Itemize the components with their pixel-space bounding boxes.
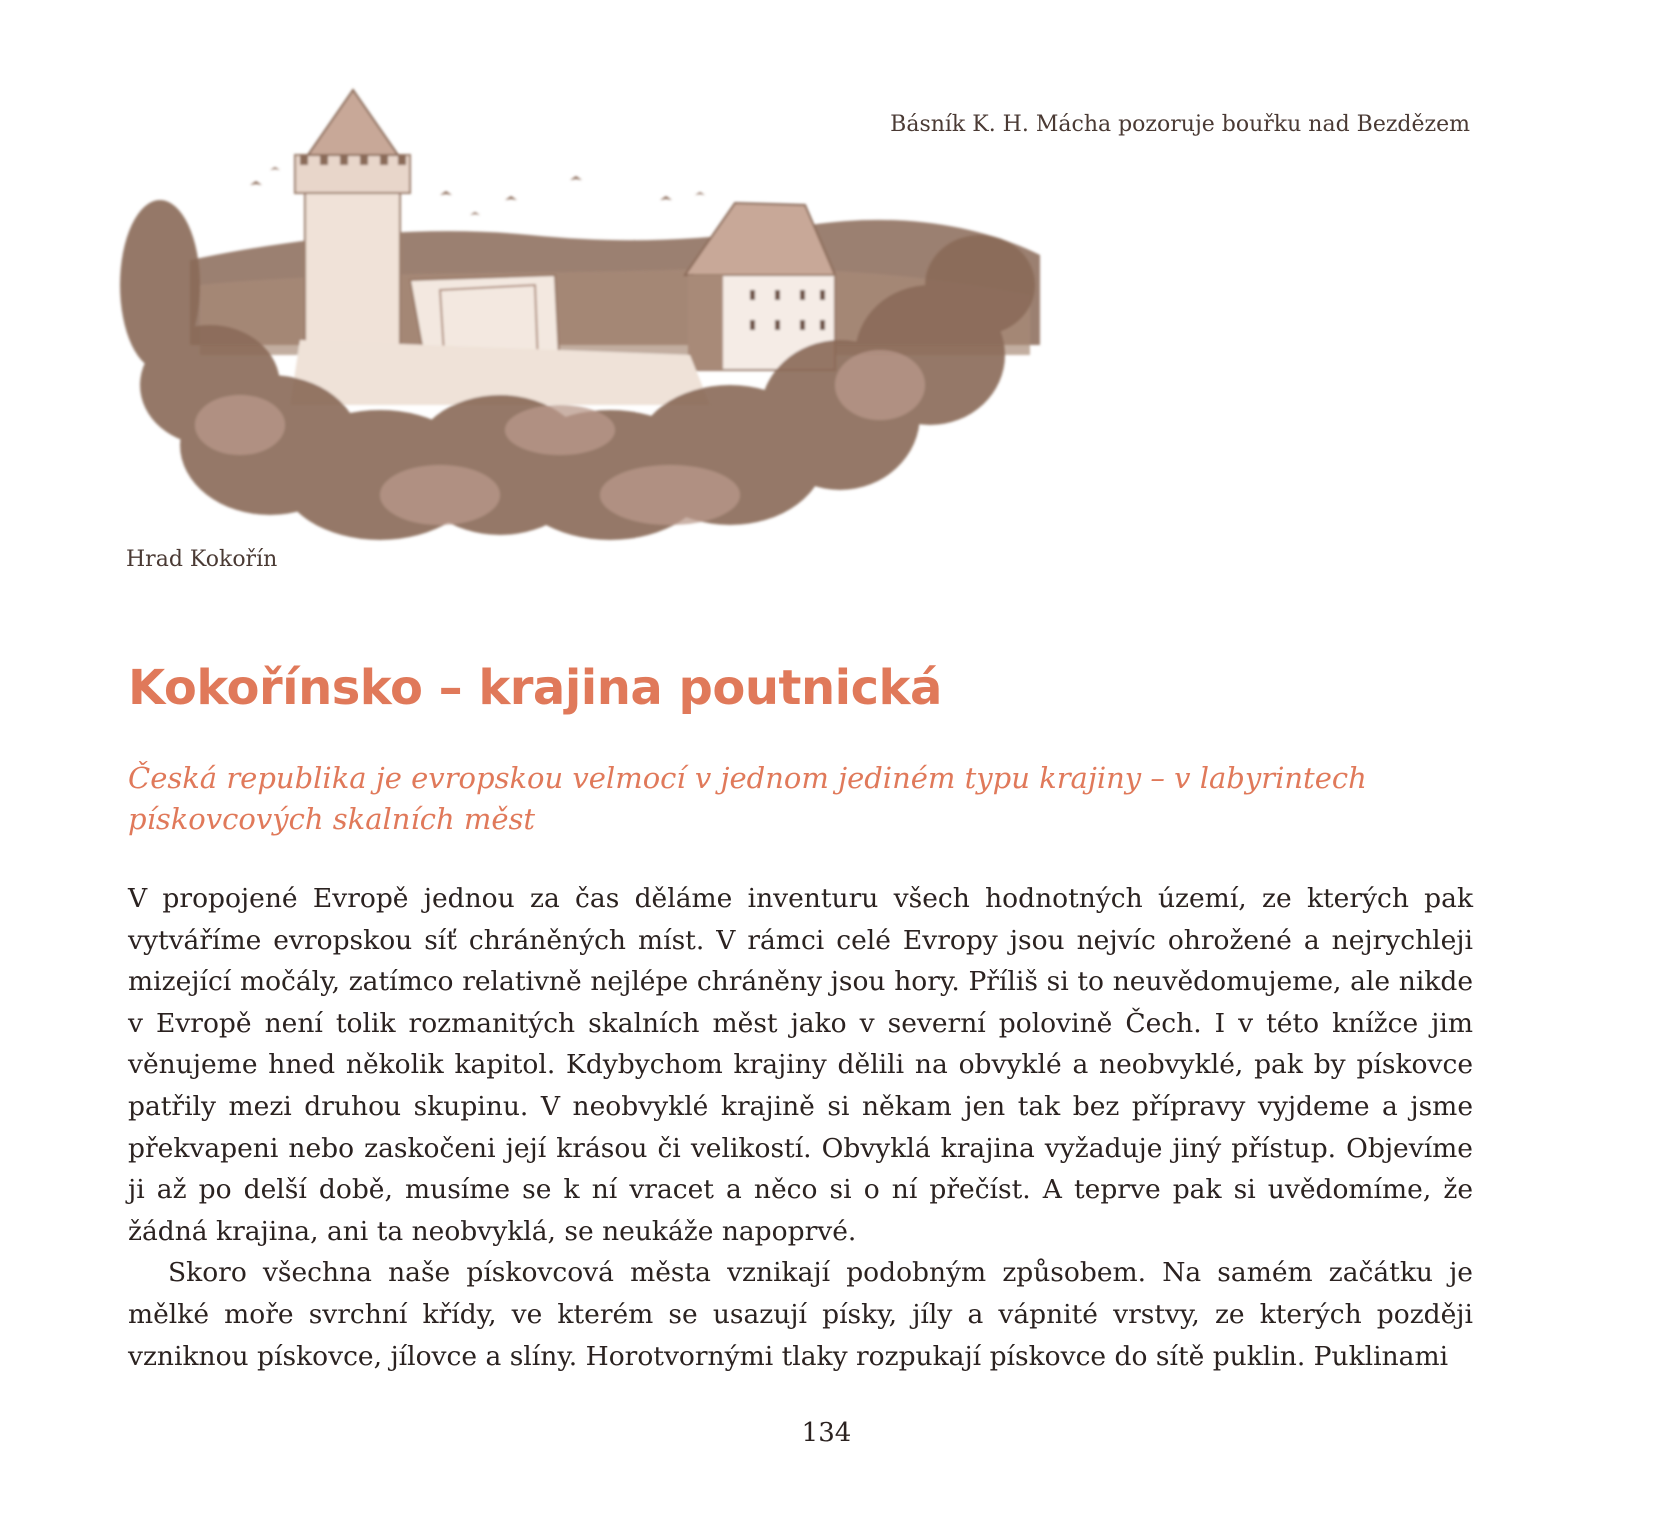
paragraph: Skoro všechna naše pískovcová města vznikají podobným způsobem. Na samém začátku je mělké moře svrchní křídy, ve kterém se usazují písky, jíly a vápnité vrstvy, ze kterých později vzniknou pískovce, jílovce a slíny. Horotvornými tlaky rozpukají pískovce do sítě puklin. Puklinami [128, 1257, 1473, 1372]
illustration-caption-top: Básník K. H. Mácha pozoruje bouřku nad Bezdězem [890, 112, 1470, 137]
article-body [128, 878, 1473, 1377]
paragraph: V propojené Evropě jednou za čas děláme inventuru všech hodnotných území, ze kterých pak vytváříme evropskou síť chráněných míst. V rámci celé Evropy jsou nejvíc ohrožené a nejrychleji mizející močály, zatímco relativně nejlépe chráněny jsou hory. Příliš si to neuvědomujeme, ale nikde v Evropě není tolik rozmanitých skalních měst jako v severní polovině Čech. I v této knížce jim věnujeme hned několik kapitol. Kdybychom krajiny dělili na obvyklé a neobvyklé, pak by pískovce patřily mezi druhou skupinu. V neobvyklé krajině si někam jen tak bez přípravy vyjdeme a jsme překvapeni nebo zaskočeni její krásou či velikostí. Obvyklá krajina vyžaduje jiný přístup. Objevíme ji až po delší době, musíme se k ní vracet a něco si o ní přečíst. A teprve pak si uvědomíme, že žádná krajina, ani ta neobvyklá, se neukáže napoprvé. [128, 883, 1473, 1247]
page-number: 134 [801, 1418, 852, 1448]
chapter-title: Kokořínsko – krajina poutnická [128, 660, 942, 716]
illustration-caption: Hrad Kokořín [126, 547, 278, 572]
chapter-subtitle: Česká republika je evropskou velmocí v jednom jediném typu krajiny – v labyrintech pískovcových skalních měst [128, 761, 1367, 836]
castle-illustration [110, 85, 1110, 555]
